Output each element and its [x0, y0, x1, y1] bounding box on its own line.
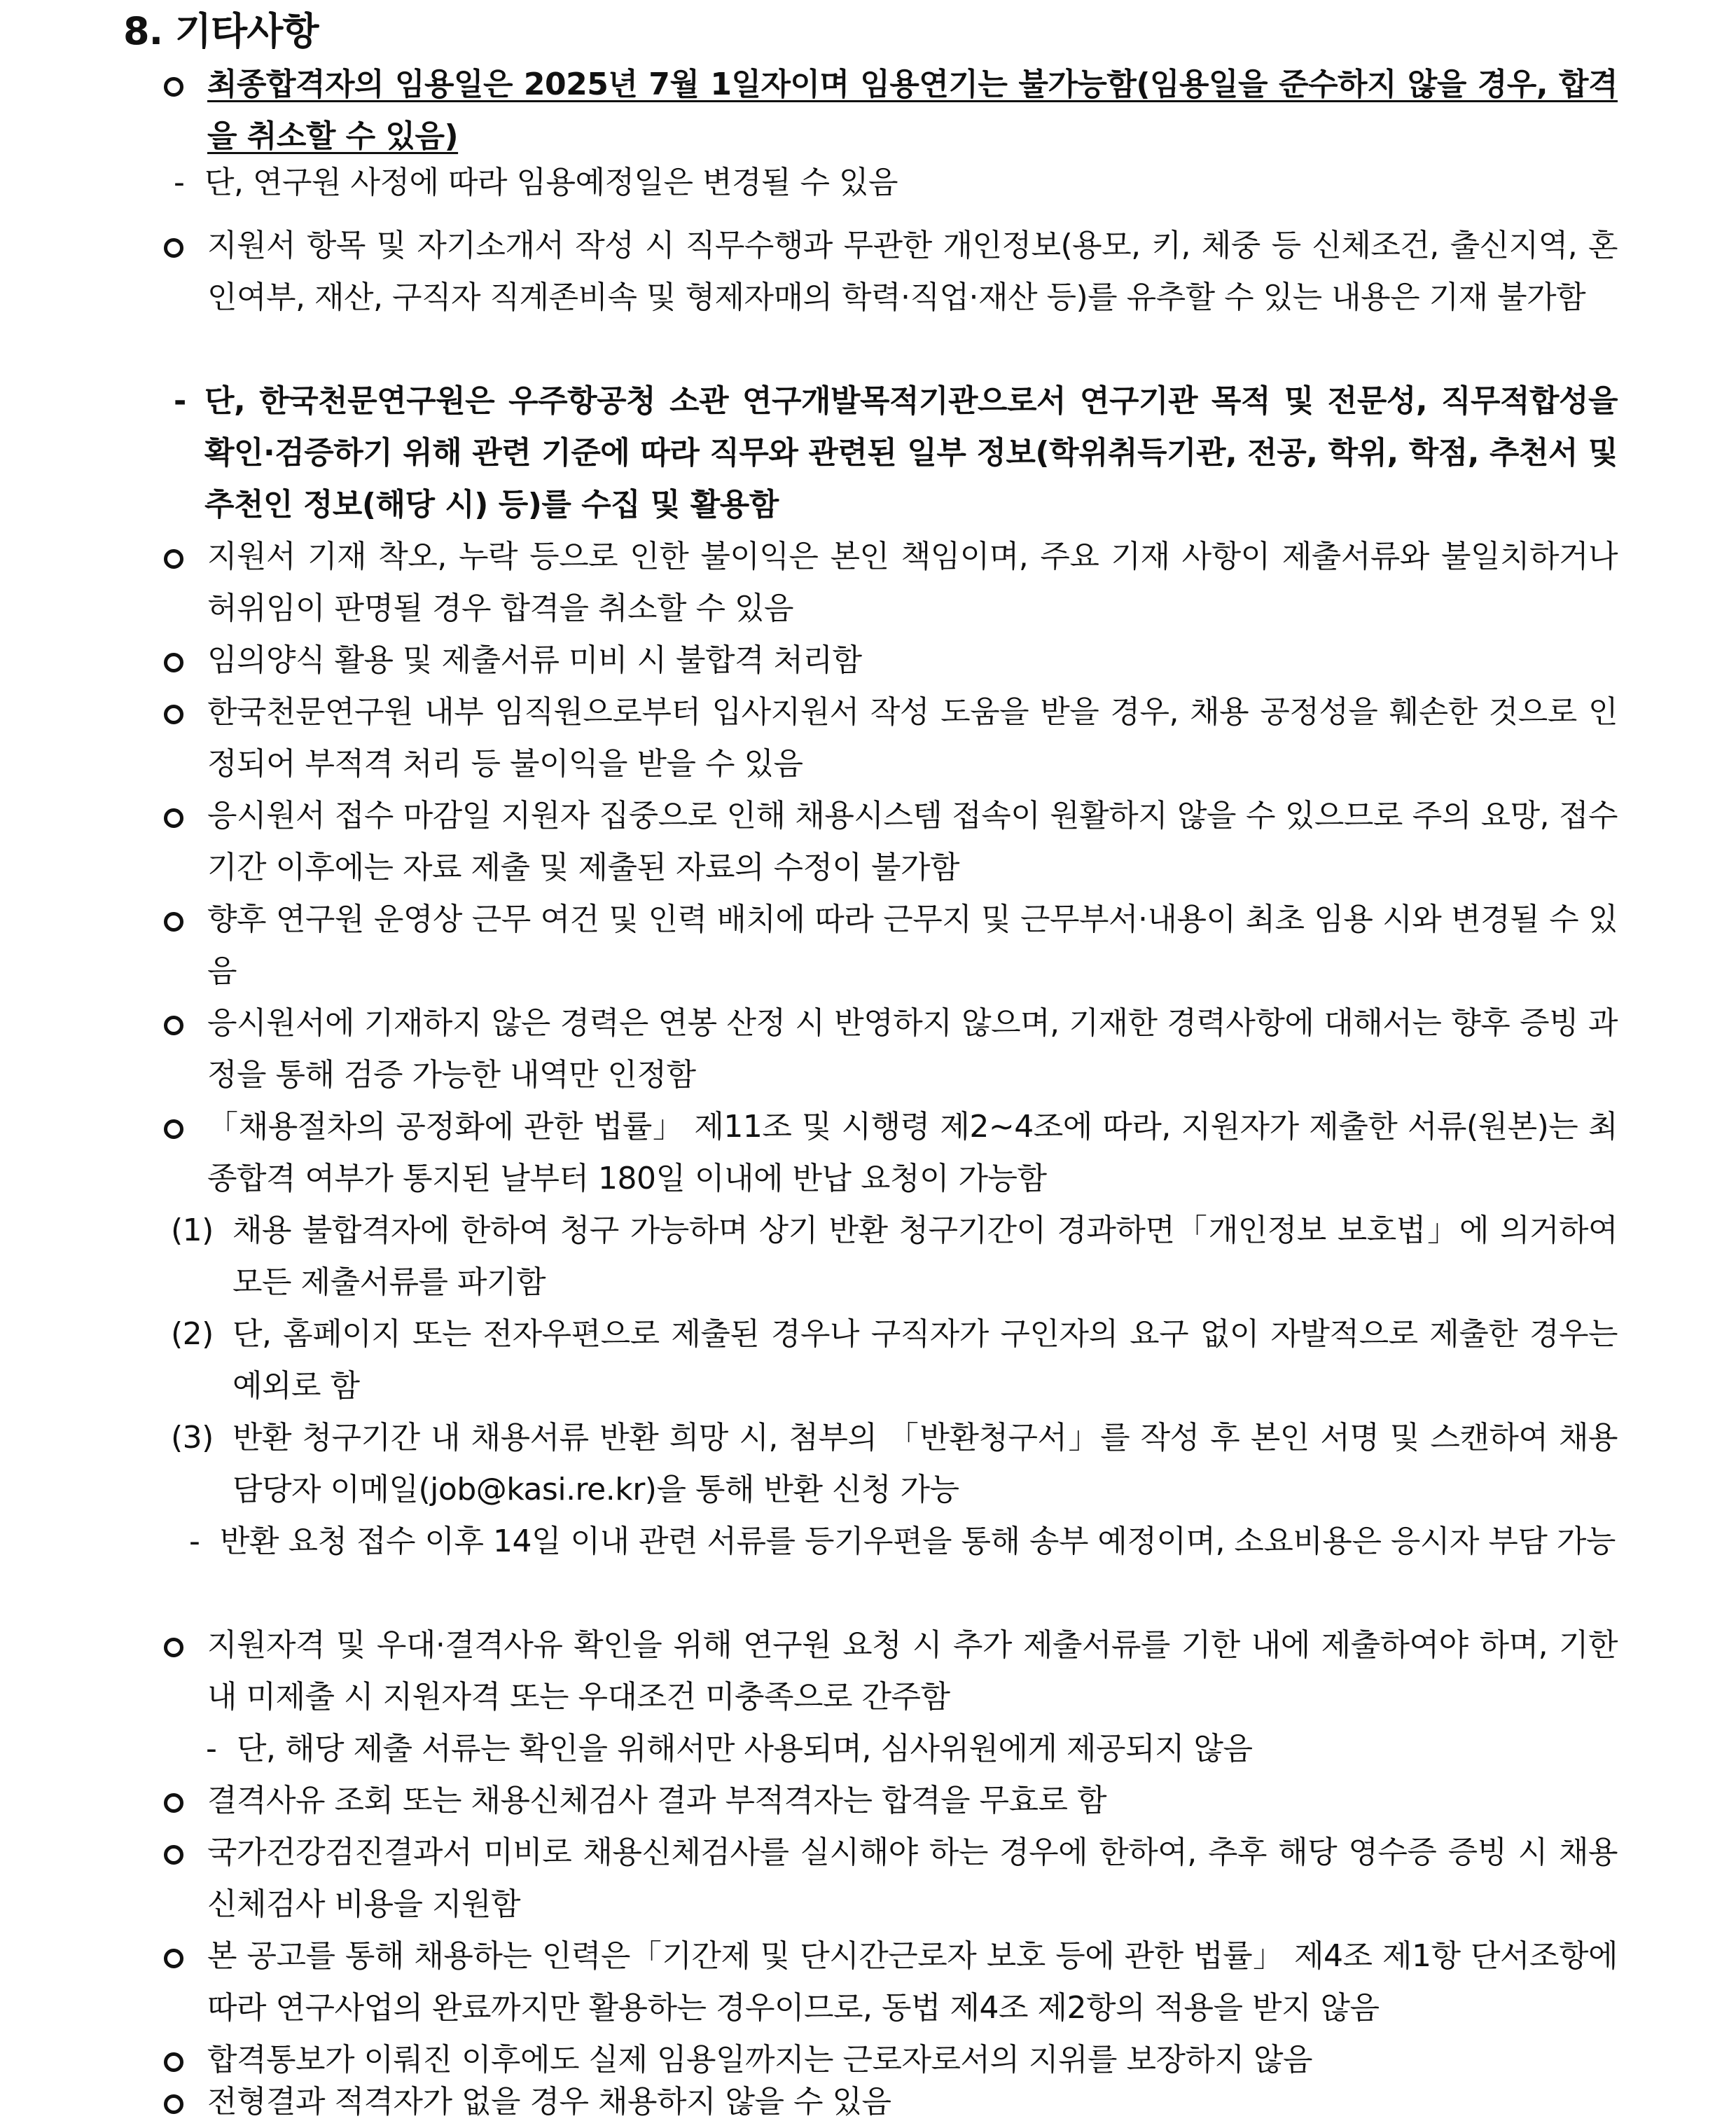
notice-text: 합격통보가 이뤄진 이후에도 실제 임용일까지는 근로자로서의 지위를 보장하지 않음	[207, 2042, 1313, 2078]
numbered-text: 반환 청구기간 내 채용서류 반환 희망 시, 첨부의 「반환청구서」를 작성 후 본인 서명 및 스캔하여 채용 담당자 이메일(job@kasi.re.kr)을 통해 반환 신청 가능	[232, 1420, 1618, 1507]
sub-text: - 단, 해당 제출 서류는 확인을 위해서만 사용되며, 심사위원에게 제공되지 않음	[237, 1731, 1253, 1767]
sub-item-return-shipping	[189, 1516, 1618, 1568]
notice-text: 지원서 기재 착오, 누락 등으로 인한 불이익은 본인 책임이며, 주요 기재 사항이 제출서류와 불일치하거나 허위임이 판명될 경우 합격을 취소할 수 있음	[207, 539, 1618, 626]
notice-item-contract-law	[161, 1930, 1618, 2034]
sub-item-date-change	[174, 157, 1618, 209]
notice-item-health-check	[161, 1827, 1618, 1930]
numbered-item-3	[171, 1412, 1618, 1516]
notice-text: 최종합격자의 임용일은 2025년 7월 1일자이며 임용연기는 불가능함(임용일을 준수하지 않을 경우, 합격을 취소할 수 있음)	[207, 67, 1618, 154]
notice-item-document-return	[161, 1101, 1618, 1205]
notice-text: 「채용절차의 공정화에 관한 법률」 제11조 및 시행령 제2~4조에 따라, 지원자가 제출한 서류(원본)는 최종합격 여부가 통지된 날부터 180일 이내에 반납 요청이 가능함	[207, 1109, 1618, 1196]
numbered-label: (2)	[171, 1316, 214, 1352]
notice-text: 응시원서 접수 마감일 지원자 집중으로 인해 채용시스템 접속이 원활하지 않을 수 있으므로 주의 요망, 접수기간 이후에는 자료 제출 및 제출된 자료의 수정이 불가함	[207, 798, 1618, 885]
numbered-item-1	[171, 1205, 1618, 1308]
notice-item-personal-info	[161, 220, 1618, 324]
numbered-text: 단, 홈페이지 또는 전자우편으로 제출된 경우나 구직자가 구인자의 요구 없이 자발적으로 제출한 경우는 예외로 함	[232, 1316, 1618, 1404]
sub-text: - 단, 한국천문연구원은 우주항공청 소관 연구개발목적기관으로서 연구기관 목적 및 전문성, 직무적합성을 확인·검증하기 위해 관련 기준에 따라 직무와 관련된 일부 정보(학위취득기관, 전공, 학위, 학점, 추천서 및 추천인 정보(해당 시) 등)를 수집 및 활용함	[204, 383, 1618, 523]
notice-text: 결격사유 조회 또는 채용신체검사 결과 부적격자는 합격을 무효로 함	[207, 1783, 1106, 1818]
numbered-text: 채용 불합격자에 한하여 청구 가능하며 상기 반환 청구기간이 경과하면「개인정보 보호법」에 의거하여 모든 제출서류를 파기함	[232, 1212, 1618, 1300]
notice-item-no-qualified	[161, 2076, 1618, 2128]
notice-item-career	[161, 997, 1618, 1101]
notice-text: 국가건강검진결과서 미비로 채용신체검사를 실시해야 하는 경우에 한하여, 추후 해당 영수증 증빙 시 채용신체검사 비용을 지원함	[207, 1835, 1618, 1922]
notice-text: 지원서 항목 및 자기소개서 작성 시 직무수행과 무관한 개인정보(용모, 키, 체중 등 신체조건, 출신지역, 혼인여부, 재산, 구직자 직계존비속 및 형제자매의 학력·직업·재산 등)를 유추할 수 있는 내용은 기재 불가함	[207, 228, 1618, 315]
notice-text: 향후 연구원 운영상 근무 여건 및 인력 배치에 따라 근무지 및 근무부서·내용이 최초 임용 시와 변경될 수 있음	[207, 901, 1618, 989]
notice-item-internal-help	[161, 686, 1618, 790]
sub-item-info-collection	[174, 375, 1618, 531]
numbered-item-2	[171, 1308, 1618, 1412]
notice-text: 임의양식 활용 및 제출서류 미비 시 불합격 처리함	[207, 642, 862, 678]
notice-item-deadline	[161, 790, 1618, 894]
notice-item-arbitrary-form	[161, 635, 1618, 686]
notice-text: 응시원서에 기재하지 않은 경력은 연봉 산정 시 반영하지 않으며, 기재한 경력사항에 대해서는 향후 증빙 과정을 통해 검증 가능한 내역만 인정함	[207, 1005, 1618, 1093]
notice-text: 지원자격 및 우대·결격사유 확인을 위해 연구원 요청 시 추가 제출서류를 기한 내에 제출하여야 하며, 기한 내 미제출 시 지원자격 또는 우대조건 미충족으로 간주함	[207, 1627, 1618, 1715]
sub-text: - 반환 요청 접수 이후 14일 이내 관련 서류를 등기우편을 통해 송부 예정이며, 소요비용은 응시자 부담 가능	[220, 1524, 1616, 1559]
notice-text: 한국천문연구원 내부 임직원으로부터 입사지원서 작성 도움을 받을 경우, 채용 공정성을 훼손한 것으로 인정되어 부적격 처리 등 불이익을 받을 수 있음	[207, 694, 1618, 782]
notice-item-additional-docs	[161, 1619, 1618, 1723]
section-title: 8. 기타사항	[123, 9, 319, 53]
numbered-label: (1)	[171, 1212, 214, 1248]
sub-item-docs-usage	[206, 1723, 1618, 1775]
sub-text: - 단, 연구원 사정에 따라 임용예정일은 변경될 수 있음	[204, 165, 898, 200]
notice-text: 본 공고를 통해 채용하는 인력은「기간제 및 단시간근로자 보호 등에 관한 법률」 제4조 제1항 단서조항에 따라 연구사업의 완료까지만 활용하는 경우이므로, 동법 제4조 제2항의 적용을 받지 않음	[207, 1938, 1618, 2026]
numbered-label: (3)	[171, 1420, 214, 1456]
notice-item-work-location	[161, 894, 1618, 997]
notice-item-application-errors	[161, 531, 1618, 635]
notice-item-appointment-date	[161, 59, 1618, 163]
notice-text: 전형결과 적격자가 없을 경우 채용하지 않을 수 있음	[207, 2084, 891, 2120]
notice-item-disqualification	[161, 1775, 1618, 1827]
